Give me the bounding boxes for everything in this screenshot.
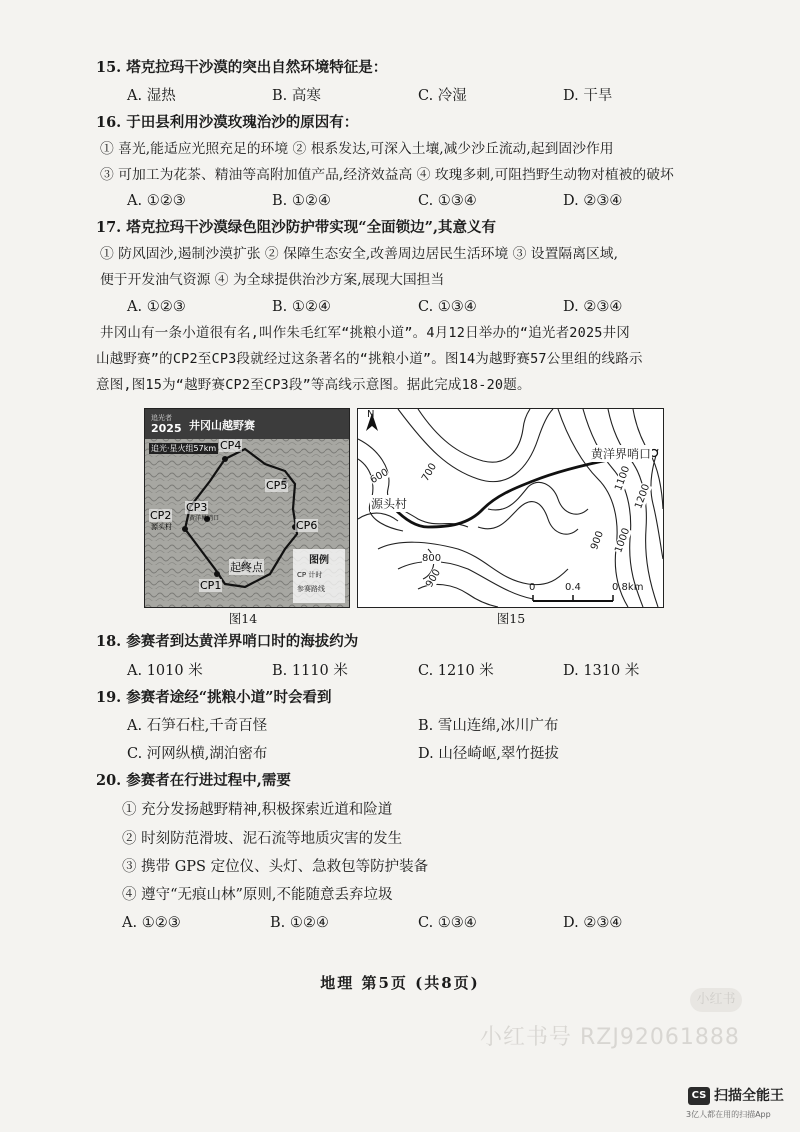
q17-option-a: A. ①②③	[127, 299, 186, 315]
page-footer: 地理 第5页 (共8页)	[320, 974, 480, 992]
q17-stem: 17. 塔克拉玛干沙漠绿色阻沙防护带实现“全面锁边”,其意义有	[96, 219, 497, 236]
q18-stem: 18. 参赛者到达黄洋界哨口时的海拔约为	[96, 633, 359, 650]
q16-option-a: A. ①②③	[127, 193, 186, 209]
q17-option-b: B. ①②④	[272, 299, 331, 315]
q16-option-b: B. ①②④	[272, 193, 331, 209]
scale-label-08km: 0.8km	[612, 582, 644, 593]
q20-option-d: D. ②③④	[563, 915, 623, 931]
q15-option-d: D. 干旱	[563, 88, 613, 104]
q19-stem: 19. 参赛者途经“挑粮小道”时会看到	[96, 689, 332, 706]
passage-line-3: 意图,图15为“越野赛CP2至CP3段”等高线示意图。据此完成18-20题。	[96, 377, 531, 393]
q15-option-a: A. 湿热	[127, 88, 176, 104]
banner-small-text: 追光者	[151, 414, 172, 422]
cp2-label: CP2	[150, 509, 172, 522]
q20-option-a: A. ①②③	[122, 915, 181, 931]
figure-14-caption: 图14	[228, 611, 258, 626]
legend-cp: CP 计时	[297, 571, 323, 579]
camscanner-tagline: 3亿人都在用的扫描App	[686, 1110, 771, 1119]
cp2-marker	[182, 526, 188, 532]
passage-line-2: 山越野赛”的CP2至CP3段就经过这条著名的“挑粮小道”。图14为越野赛57公里组的线路示	[96, 351, 643, 367]
scale-label-04: 0.4	[565, 582, 581, 593]
contour-label-1200: 1200	[633, 482, 653, 511]
q16-option-d: D. ②③④	[563, 193, 623, 209]
watermark-badge: 小红书	[690, 988, 742, 1012]
q19-option-d: D. 山径崎岖,翠竹挺拔	[418, 746, 559, 762]
q20-item-1: ① 充分发扬越野精神,积极探索近道和险道	[122, 802, 393, 818]
cp3-sub-label: 黄洋界哨口	[189, 515, 220, 522]
passage-line-1: 井冈山有一条小道很有名,叫作朱毛红军“挑粮小道”。4月12日举办的“追光者2025井冈	[100, 325, 631, 341]
q19-option-c: C. 河网纵横,湖泊密布	[127, 746, 268, 762]
q20-stem: 20. 参赛者在行进过程中,需要	[96, 772, 291, 789]
camscanner-name: 扫描全能王	[714, 1088, 784, 1104]
q15-option-b: B. 高寒	[272, 88, 321, 104]
place-huangyangjie: 黄洋界哨口	[591, 447, 652, 461]
place-yuantou: 源头村	[371, 497, 408, 511]
q20-item-2: ② 时刻防范滑坡、泥石流等地质灾害的发生	[122, 831, 403, 847]
contour-label-900-east: 900	[589, 529, 606, 552]
figure-14-route-map	[144, 408, 350, 608]
route-tag: 追光·星火组57km	[151, 444, 217, 453]
q17-statement-2: 便于开发油气资源 ④ 为全球提供治沙方案,展现大国担当	[100, 272, 445, 288]
contour-label-1000: 1000	[613, 526, 633, 555]
q18-option-c: C. 1210 米	[418, 663, 494, 679]
q17-option-d: D. ②③④	[563, 299, 623, 315]
cp3-label: CP3	[186, 501, 208, 514]
cp1-label: CP1	[200, 579, 222, 592]
q20-option-b: B. ①②④	[270, 915, 329, 931]
q18-option-a: A. 1010 米	[127, 663, 203, 679]
trail-route-line	[386, 453, 654, 527]
contour-label-1100: 1100	[613, 464, 633, 493]
q18-option-b: B. 1110 米	[272, 663, 348, 679]
q20-item-3: ③ 携带 GPS 定位仪、头灯、急救包等防护装备	[122, 859, 429, 875]
q16-statement-1: ① 喜光,能适应光照充足的环境 ② 根系发达,可深入土壤,减少沙丘流动,起到固沙作用	[100, 141, 614, 157]
scale-label-0: 0	[529, 582, 536, 593]
cp4-label: CP4	[220, 439, 242, 452]
figure-15-contour-map	[357, 408, 664, 608]
banner-year: 2025	[151, 422, 182, 435]
cp1-marker	[214, 571, 220, 577]
q17-option-c: C. ①③④	[418, 299, 477, 315]
q20-option-c: C. ①③④	[418, 915, 477, 931]
cp4-marker	[222, 456, 228, 462]
q19-option-b: B. 雪山连绵,冰川广布	[418, 718, 559, 734]
contour-label-800: 800	[422, 553, 442, 564]
start-finish-label: 起终点	[230, 561, 263, 574]
q16-stem: 16. 于田县利用沙漠玫瑰治沙的原因有：	[96, 114, 359, 131]
legend-route: 参赛路线	[297, 585, 325, 593]
figure-15-caption: 图15	[496, 611, 526, 626]
q15-option-c: C. 冷湿	[418, 88, 467, 104]
cp6-label: CP6	[296, 519, 318, 532]
north-label: N	[367, 409, 375, 420]
q17-statement-1: ① 防风固沙,遏制沙漠扩张 ② 保障生态安全,改善周边居民生活环境 ③ 设置隔离区域,	[100, 246, 618, 262]
map-legend	[293, 549, 345, 603]
cp2-sub-label: 源头村	[151, 523, 172, 531]
camscanner-logo-icon: CS	[688, 1087, 710, 1105]
banner-title: 井冈山越野赛	[189, 419, 255, 432]
q16-option-c: C. ①③④	[418, 193, 477, 209]
legend-title: 图例	[309, 555, 329, 566]
q19-option-a: A. 石笋石柱,千奇百怪	[127, 718, 268, 734]
contour-label-900-west: 900	[424, 567, 444, 590]
q15-stem: 15. 塔克拉玛干沙漠的突出自然环境特征是：	[96, 59, 388, 76]
contour-label-600: 600	[368, 466, 391, 487]
q16-statement-2: ③ 可加工为花茶、精油等高附加值产品,经济效益高 ④ 玫瑰多刺,可阻挡野生动物对植被的破坏	[100, 167, 674, 183]
cp5-label: CP5	[266, 479, 288, 492]
q18-option-d: D. 1310 米	[563, 663, 640, 679]
contour-label-700: 700	[420, 461, 440, 484]
q20-item-4: ④ 遵守“无痕山林”原则,不能随意丢弃垃圾	[122, 887, 393, 903]
watermark-id: 小红书号 RZJ92061888	[480, 1025, 740, 1050]
